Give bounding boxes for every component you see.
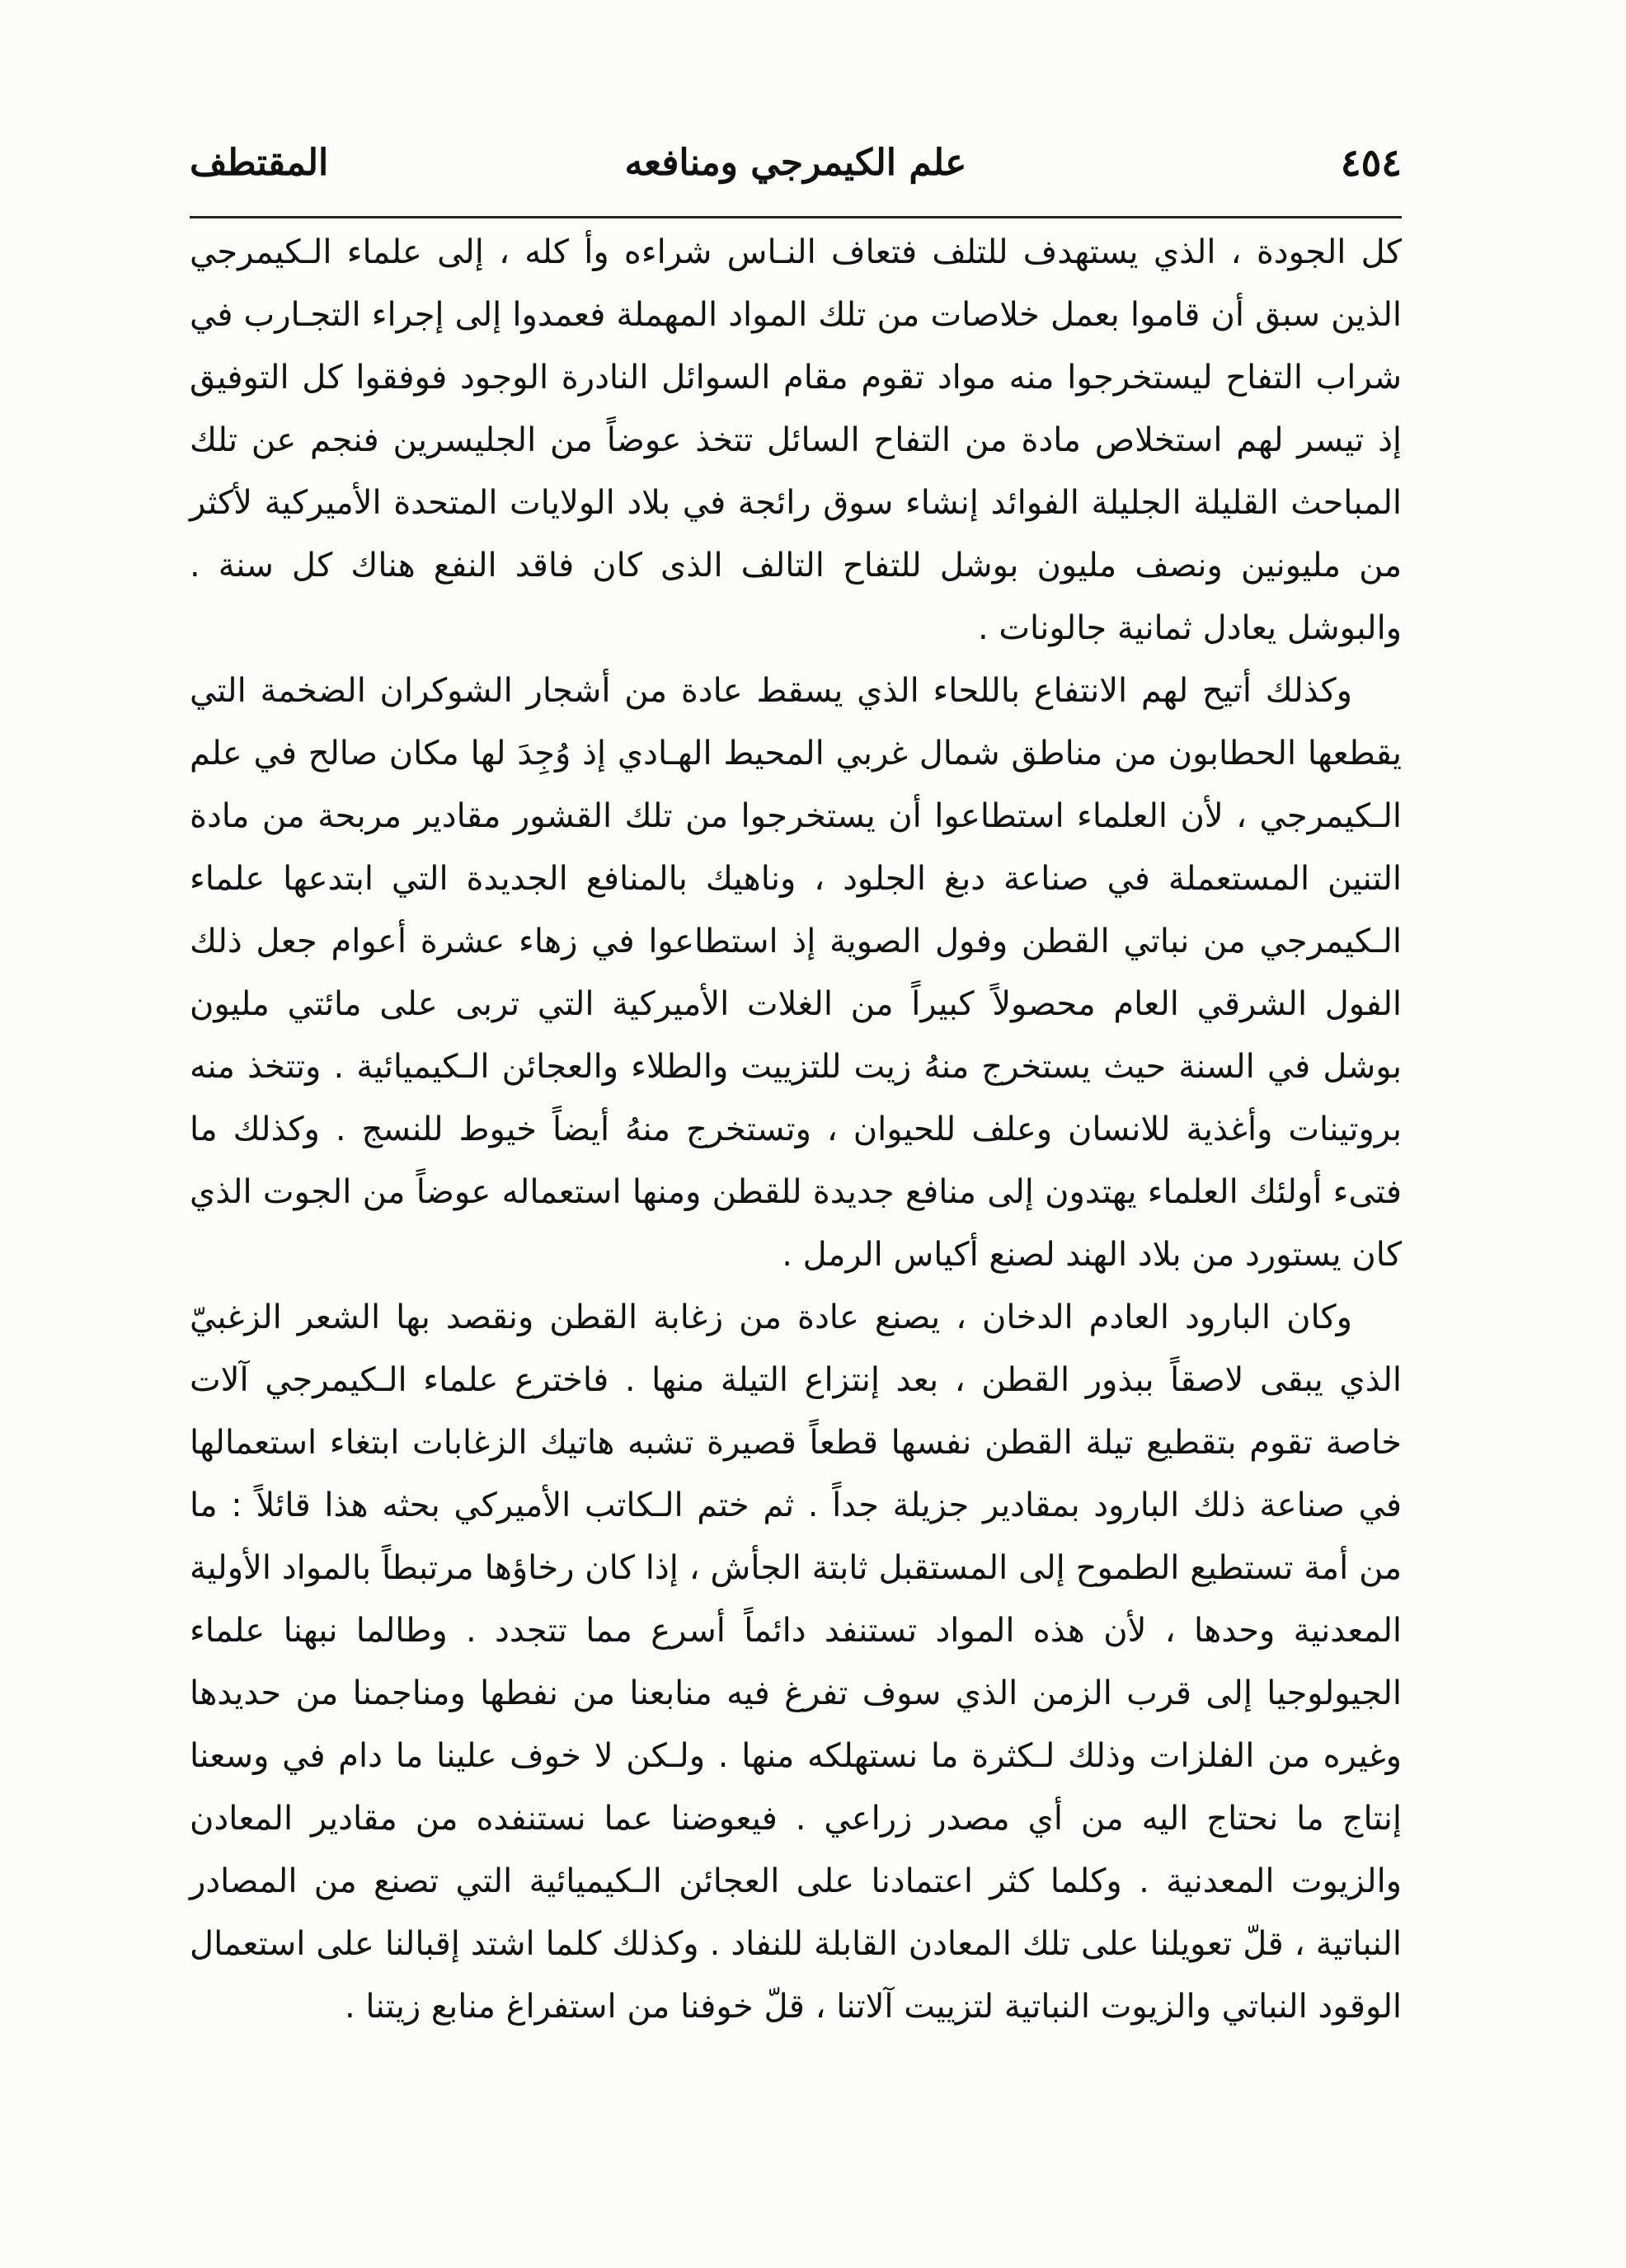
- page-number: ٤٥٤: [1340, 140, 1402, 185]
- article-body: [190, 221, 1402, 2038]
- paragraph-1: كل الجودة ، الذي يستهدف للتلف فتعاف النـاس شراءه وأ كله ، إلى علماء الـكيمرجي الذين سبق أن قاموا بعمل خلاصات من تلك المواد المهملة فعمدوا إلى إجراء التجـارب في شراب التفاح ليستخرجوا منه مواد تقوم مقام السوائل النادرة الوجود فوفقوا كل التوفيق إذ تيسر لهم استخلاص مادة من التفاح السائل تتخذ عوضاً من الجليسرين فنجم عن تلك المباحث القليلة الجليلة الفوائد إنشاء سوق رائجة في بلاد الولايات المتحدة الأميركية لأكثر من مليونين ونصف مليون بوشل للتفاح التالف الذى كان فاقد النفع هناك كل سنة . والبوشل يعادل ثمانية جالونات .: [190, 233, 1402, 647]
- page-header: [190, 140, 1402, 206]
- paragraph-2: وكذلك أتيح لهم الانتفاع باللحاء الذي يسقط عادة من أشجار الشوكران الضخمة التي يقطعها الحطابون من مناطق شمال غربي المحيط الهـادي إذ وُجِدَ لها مكان صالح في علم الـكيمرجي ، لأن العلماء استطاعوا أن يستخرجوا من تلك القشور مقادير مربحة من مادة التنين المستعملة في صناعة دبغ الجلود ، وناهيك بالمنافع الجديدة التي ابتدعها علماء الـكيمرجي من نباتي القطن وفول الصوية إذ استطاعوا في زهاء عشرة أعوام جعل ذلك الفول الشرقي العام محصولاً كبيراً من الغلات الأميركية التي تربى على مائتي مليون بوشل في السنة حيث يستخرج منهُ زيت للتزييت والطلاء والعجائن الـكيميائية . وتتخذ منه بروتينات وأغذية للانسان وعلف للحيوان ، وتستخرج منهُ أيضاً خيوط للنسج . وكذلك ما فتىء أولئك العلماء يهتدون إلى منافع جديدة للقطن ومنها استعماله عوضاً من الجوت الذي كان يستورد من بلاد الهند لصنع أكياس الرمل .: [190, 672, 1402, 1274]
- journal-name: المقتطف: [190, 142, 329, 184]
- running-title: علم الكيمرجي ومنافعه: [624, 142, 967, 184]
- paragraph-3: وكان البارود العادم الدخان ، يصنع عادة من زغابة القطن ونقصد بها الشعر الزغبيّ الذي يبقى لاصقاً ببذور القطن ، بعد إنتزاع التيلة منها . فاخترع علماء الـكيمرجي آلات خاصة تقوم بتقطيع تيلة القطن نفسها قطعاً قصيرة تشبه هاتيك الزغابات ابتغاء استعمالها في صناعة ذلك البارود بمقادير جزيلة جداً . ثم ختم الـكاتب الأميركي بحثه هذا قائلاً : ما من أمة تستطيع الطموح إلى المستقبل ثابتة الجأش ، إذا كان رخاؤها مرتبطاً بالمواد الأولية المعدنية وحدها ، لأن هذه المواد تستنفد دائماً أسرع مما تتجدد . وطالما نبهنا علماء الجيولوجيا إلى قرب الزمن الذي سوف تفرغ فيه منابعنا من نفطها ومناجمنا من حديدها وغيره من الفلزات وذلك لـكثرة ما نستهلكه منها . ولـكن لا خوف علينا ما دام في وسعنا إنتاج ما نحتاج اليه من أي مصدر زراعي . فيعوضنا عما نستنفده من مقادير المعادن والزيوت المعدنية . وكلما كثر اعتمادنا على العجائن الـكيميائية التي تصنع من المصادر النباتية ، قلّ تعويلنا على تلك المعادن القابلة للنفاد . وكذلك كلما اشتد إقبالنا على استعمال الوقود النباتي والزيوت النباتية لتزييت آلاتنا ، قلّ خوفنا من استفراغ منابع زيتنا .: [190, 1298, 1402, 2026]
- header-rule: [190, 216, 1402, 218]
